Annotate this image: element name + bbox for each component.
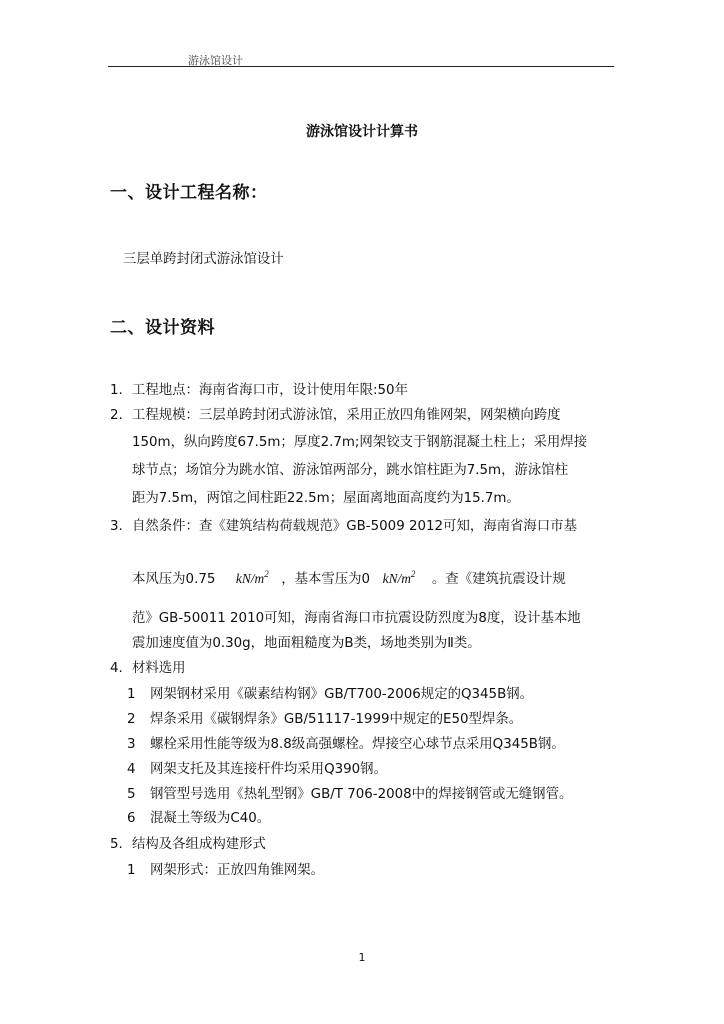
item5-sub-number: 1 [127,863,136,878]
item4-number: 4. [110,661,123,676]
item4-sub-number: 2 [127,712,136,727]
item4-sub-text: 螺栓采用性能等级为8.8级高强螺栓。焊接空心球节点采用Q345B钢。 [150,737,565,752]
item3-line3: 范》GB-50011 2010可知，海南省海口市抗震设防烈度为8度，设计基本地 [132,611,581,626]
item3-line4: 震加速度值为0.30g，地面粗糙度为B类，场地类别为Ⅱ类。 [132,636,481,651]
document-title: 游泳馆设计计算书 [306,124,418,140]
item3-unit-1: kN/m [235,571,265,586]
item1-number: 1. [110,383,123,398]
item4-sub-number: 1 [127,687,136,702]
item4-sub-text: 焊条采用《碳钢焊条》GB/51117-1999中规定的E50型焊条。 [150,712,523,727]
item2-number: 2. [110,408,123,423]
running-header: 游泳馆设计 [188,54,243,67]
item4-sub-text: 网架钢材采用《碳素结构钢》GB/T700-2006规定的Q345B钢。 [150,687,534,702]
item2-line3: 球节点；场馆分为跳水馆、游泳馆两部分，跳水馆柱距为7.5m，游泳馆柱 [132,463,569,478]
item2-line1: 工程规模：三层单跨封闭式游泳馆，采用正放四角锥网架，网架横向跨度 [132,408,561,423]
header-rule [108,66,614,67]
section1-heading: 一、设计工程名称： [110,183,268,203]
item3-unit-1-exponent: 2 [264,569,269,579]
item5-heading: 结构及各组成构建形式 [132,837,266,852]
item4-sub-text: 钢管型号选用《热轧型钢》GB/T 706-2008中的焊接钢管或无缝钢管。 [150,787,573,802]
item4-sub-number: 6 [127,811,136,826]
item5-sub-text: 网架形式：正放四角锥网架。 [150,863,325,878]
section2-heading: 二、设计资料 [110,318,215,338]
item4-sub-number: 4 [127,762,136,777]
item4-sub-number: 5 [127,787,136,802]
item3-seismic-ref-text: 。查《建筑抗震设计规 [431,572,566,587]
item4-sub-number: 3 [127,737,136,752]
item3-unit-2-exponent: 2 [410,569,416,579]
item3-unit-2: kN/m [382,571,411,586]
item2-line2: 150m，纵向跨度67.5m；厚度2.7m;网架铰支于钢筋混凝土柱上；采用焊接 [132,435,588,450]
item3-snow-pressure-text: ，基本雪压为0 [281,572,371,587]
item1-text: 工程地点：海南省海口市，设计使用年限:50年 [132,383,408,398]
item2-line4: 距为7.5m，两馆之间柱距22.5m；屋面离地面高度约为15.7m。 [132,491,520,506]
item4-sub-text: 混凝土等级为C40。 [150,811,271,826]
item3-line2 [132,565,566,589]
item3-line1: 自然条件：查《建筑结构荷载规范》GB-5009 2012可知，海南省海口市基 [132,519,577,534]
item3-number: 3. [110,519,123,534]
section1-content: 三层单跨封闭式游泳馆设计 [123,252,284,267]
page-number: 1 [358,951,366,964]
item4-sub-text: 网架支托及其连接杆件均采用Q390钢。 [150,762,387,777]
item5-number: 5. [110,837,123,852]
item4-heading: 材料选用 [132,661,186,676]
item3-wind-pressure-text: 本风压为0.75 [132,572,216,587]
